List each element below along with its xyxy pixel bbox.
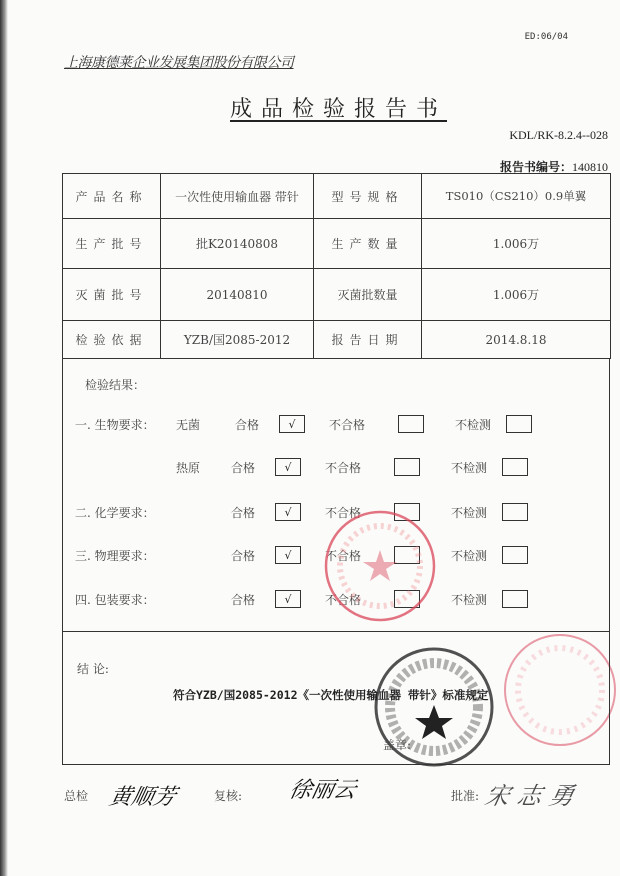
not-tested-label: 不检测 — [451, 461, 488, 475]
not-tested-label: 不检测 — [455, 418, 492, 432]
fail-label: 不合格 — [325, 593, 362, 607]
value-cell: YZB/国2085-2012 — [161, 321, 314, 359]
not-tested-label: 不检测 — [451, 549, 488, 563]
fail-checkbox[interactable] — [398, 415, 424, 433]
red-seal-stamp — [322, 508, 438, 624]
fail-label: 不合格 — [325, 461, 362, 475]
value-cell: 2014.8.18 — [422, 321, 611, 359]
value-cell: TS010（CS210）0.9单翼 — [422, 174, 611, 219]
pass-checkbox[interactable]: √ — [275, 590, 301, 608]
company-name: 上海康德莱企业发展集团股份有限公司 — [64, 55, 294, 71]
pass-label: 合格 — [231, 593, 256, 607]
label-cell: 灭菌批数量 — [314, 269, 422, 321]
na-checkbox[interactable] — [502, 503, 528, 521]
product-info-table — [62, 173, 611, 359]
category-label: 一. 生物要求： — [75, 418, 155, 432]
table-row — [63, 321, 611, 359]
not-tested-label: 不检测 — [451, 506, 488, 520]
na-checkbox[interactable] — [506, 415, 532, 433]
conclusion-label: 结 论: — [77, 662, 109, 676]
label-cell: 生产数量 — [314, 219, 422, 269]
report-number-value: 140810 — [572, 160, 608, 174]
pass-label: 合格 — [231, 506, 256, 520]
category-label: 三. 物理要求： — [75, 549, 155, 563]
table-row — [63, 219, 611, 269]
reviewer-label: 复核: — [214, 789, 243, 803]
pass-label: 合格 — [235, 418, 260, 432]
na-checkbox[interactable] — [502, 546, 528, 564]
document-code: KDL/RK-8.2.4--028 — [509, 128, 608, 142]
pass-checkbox[interactable]: √ — [279, 415, 305, 433]
na-checkbox[interactable] — [502, 590, 528, 608]
edition-code: ED:06/04 — [524, 32, 568, 42]
value-cell: 1.006万 — [422, 269, 611, 321]
label-cell: 灭菌批号 — [63, 269, 161, 321]
scan-edge-shadow — [0, 0, 8, 876]
not-tested-label: 不检测 — [451, 593, 488, 607]
sub-item-label: 无菌 — [176, 418, 201, 432]
fail-label: 不合格 — [325, 549, 362, 563]
category-label: 二. 化学要求： — [75, 506, 155, 520]
fail-label: 不合格 — [325, 506, 362, 520]
label-cell: 报告日期 — [314, 321, 422, 359]
conclusion-section — [62, 631, 610, 765]
approver-label: 批准: — [451, 789, 480, 803]
value-cell: 批K20140808 — [161, 219, 314, 269]
fail-label: 不合格 — [329, 418, 366, 432]
pass-checkbox[interactable]: √ — [275, 503, 301, 521]
fail-checkbox[interactable] — [394, 458, 420, 476]
inspector-label: 总检 — [64, 789, 89, 803]
pass-checkbox[interactable]: √ — [275, 546, 301, 564]
pass-checkbox[interactable]: √ — [275, 458, 301, 476]
inspector-signature: 黄顺芳 — [106, 785, 179, 810]
category-label: 四. 包装要求： — [75, 593, 155, 607]
document-title: 成品检验报告书 — [230, 97, 448, 122]
value-cell: 一次性使用输血器 带针 — [161, 174, 314, 219]
value-cell: 1.006万 — [422, 219, 611, 269]
report-number-label: 报告书编号： — [499, 160, 572, 174]
approver-signature: 宋志勇 — [482, 782, 585, 810]
reviewer-signature: 徐丽云 — [286, 778, 359, 803]
na-checkbox[interactable] — [502, 458, 528, 476]
pass-label: 合格 — [231, 461, 256, 475]
seal-label: 盖章: — [383, 738, 412, 752]
results-heading: 检验结果： — [85, 378, 146, 392]
label-cell: 生产批号 — [63, 219, 161, 269]
conclusion-text: 符合YZB/国2085-2012《一次性使用输血器 带针》标准规定 — [173, 688, 489, 702]
value-cell: 20140810 — [161, 269, 314, 321]
table-row — [63, 174, 611, 219]
table-row — [63, 269, 611, 321]
sub-item-label: 热原 — [176, 461, 201, 475]
label-cell: 产品名称 — [63, 174, 161, 219]
label-cell: 型号规格 — [314, 174, 422, 219]
label-cell: 检验依据 — [63, 321, 161, 359]
pass-label: 合格 — [231, 549, 256, 563]
